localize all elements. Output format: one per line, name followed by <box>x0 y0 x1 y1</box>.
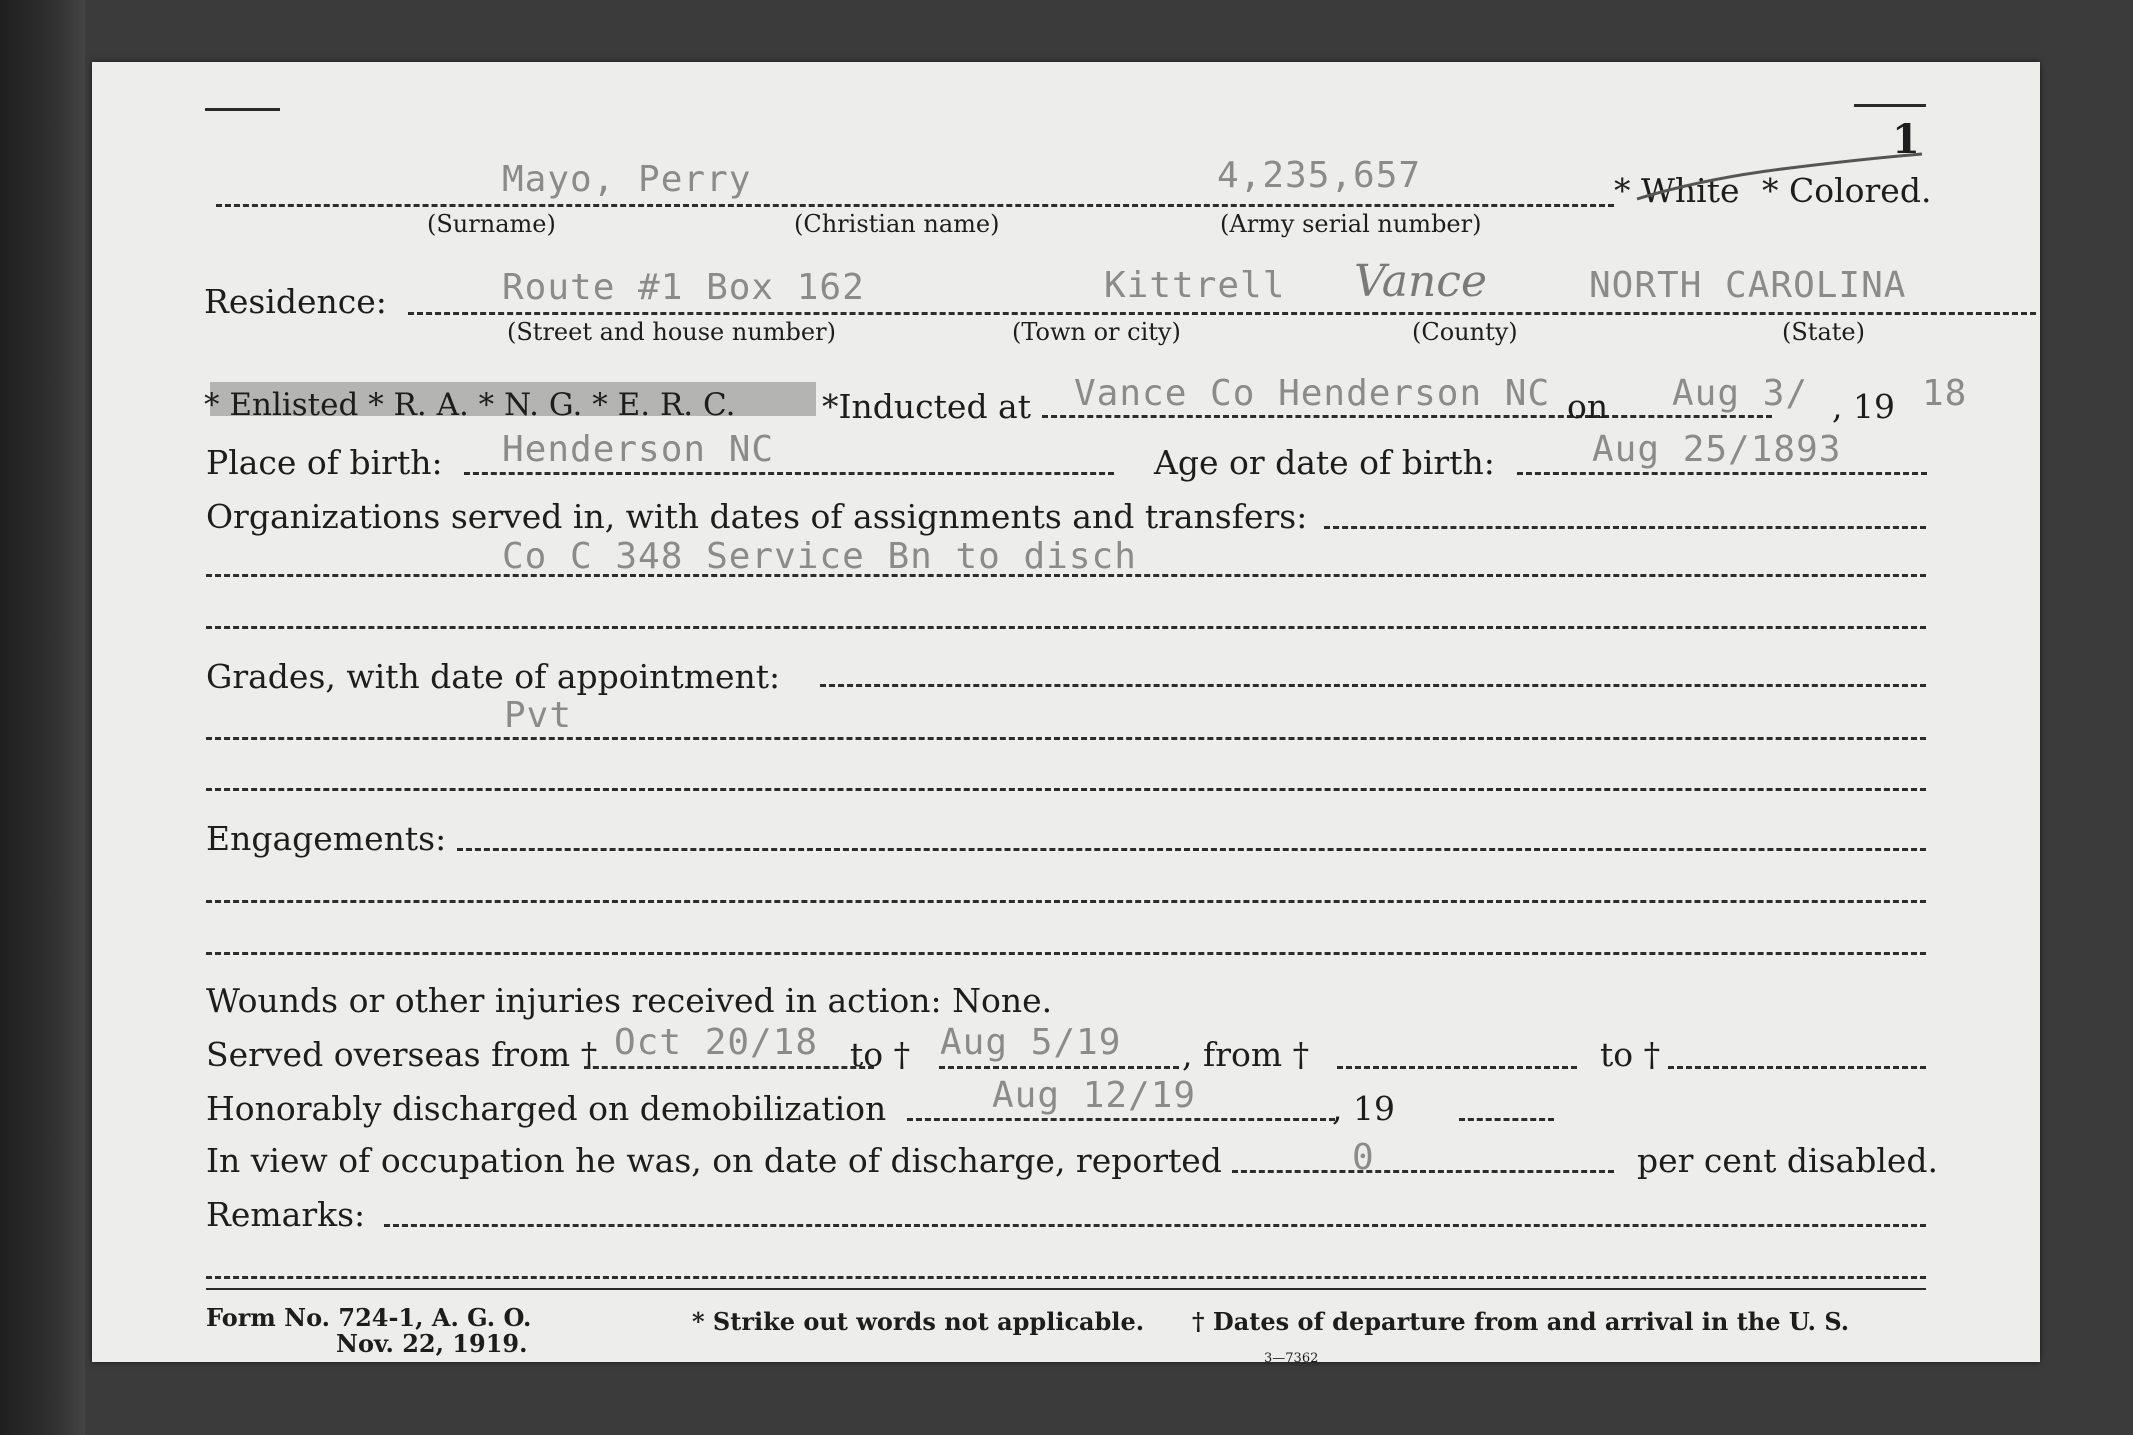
top-right-rule <box>1854 104 1926 107</box>
overseas-from2-underline <box>1337 1066 1577 1069</box>
state-value: NORTH CAROLINA <box>1589 265 1907 306</box>
service-record-card <box>92 62 2040 1366</box>
grades-value: Pvt <box>504 695 573 736</box>
inducted-underline <box>1042 415 1772 418</box>
age-value: Aug 25/1893 <box>1592 429 1842 470</box>
surname-label: (Surname) <box>427 210 556 238</box>
top-left-rule <box>205 108 280 111</box>
remarks-underline-2 <box>206 1276 1926 1279</box>
inducted-place-value: Vance Co Henderson NC <box>1074 373 1551 414</box>
discharge-year-label: , 19 <box>1332 1089 1395 1128</box>
footer-rule <box>206 1288 1926 1290</box>
disability-underline <box>1232 1170 1614 1173</box>
place-of-birth-value: Henderson NC <box>502 429 775 470</box>
engagements-label: Engagements: <box>206 819 447 858</box>
disability-suffix: per cent disabled. <box>1637 1141 1939 1180</box>
year-value: 18 <box>1922 373 1968 414</box>
serial-number-value: 4,235,657 <box>1217 155 1422 196</box>
engagements-underline-1 <box>457 848 1926 851</box>
overseas-to-value: Aug 5/19 <box>940 1022 1122 1063</box>
colored-label: * Colored. <box>1762 171 1932 210</box>
christian-name-label: (Christian name) <box>794 210 1000 238</box>
discharge-label: Honorably discharged on demobilization <box>206 1089 887 1128</box>
inducted-label: *Inducted at <box>822 387 1031 426</box>
print-code: 3—7362 <box>1264 1351 1319 1366</box>
form-number: Form No. 724-1, A. G. O. <box>206 1303 532 1332</box>
overseas-from2-label: , from † <box>1182 1035 1310 1074</box>
residence-underline <box>408 312 2036 315</box>
overseas-from-value: Oct 20/18 <box>614 1022 819 1063</box>
grades-label: Grades, with date of appointment: <box>206 657 781 696</box>
county-value: Vance <box>1354 256 1487 307</box>
strike-note: * Strike out words not applicable. <box>692 1307 1145 1336</box>
overseas-from-underline <box>584 1066 874 1069</box>
town-label: (Town or city) <box>1012 318 1181 346</box>
organizations-underline-1 <box>1324 526 1926 529</box>
form-date: Nov. 22, 1919. <box>336 1329 528 1358</box>
overseas-to-label: to † <box>850 1035 911 1074</box>
age-underline <box>1517 472 1927 475</box>
name-underline <box>216 204 1614 207</box>
county-label: (County) <box>1412 318 1518 346</box>
disability-label: In view of occupation he was, on date of discharge, reported <box>206 1141 1222 1180</box>
place-of-birth-underline <box>464 472 1114 475</box>
engagements-underline-2 <box>206 900 1926 903</box>
organizations-label: Organizations served in, with dates of assignments and transfers: <box>206 497 1308 536</box>
card-number: 1 <box>1892 116 1920 163</box>
overseas-to2-label: to † <box>1600 1035 1661 1074</box>
white-label: * White <box>1614 171 1740 210</box>
inducted-date-value: Aug 3/ <box>1672 373 1809 414</box>
enlisted-options: * Enlisted * R. A. * N. G. * E. R. C. <box>204 387 736 423</box>
on-label: on <box>1567 387 1609 426</box>
grades-underline-3 <box>206 788 1926 791</box>
scan-background <box>0 0 85 1435</box>
dagger-note: † Dates of departure from and arrival in the U. S. <box>1192 1307 1850 1336</box>
age-label: Age or date of birth: <box>1154 443 1495 482</box>
serial-label: (Army serial number) <box>1220 210 1482 238</box>
disability-value: 0 <box>1352 1137 1375 1178</box>
street-label: (Street and house number) <box>507 318 836 346</box>
discharge-underline <box>907 1118 1335 1121</box>
year-prefix: , 19 <box>1832 387 1895 426</box>
grades-underline-2 <box>206 737 1926 740</box>
street-value: Route #1 Box 162 <box>502 267 865 308</box>
overseas-from-label: Served overseas from † <box>206 1035 598 1074</box>
white-strike-mark <box>1632 144 1932 204</box>
name-value: Mayo, Perry <box>502 159 752 200</box>
discharge-date-value: Aug 12/19 <box>992 1075 1197 1116</box>
overseas-to-underline <box>939 1066 1179 1069</box>
wounds-text: Wounds or other injuries received in action: None. <box>206 981 1053 1020</box>
residence-label: Residence: <box>204 282 387 321</box>
place-of-birth-label: Place of birth: <box>206 443 443 482</box>
organizations-underline-3 <box>206 626 1926 629</box>
overseas-to2-underline <box>1668 1066 1926 1069</box>
town-value: Kittrell <box>1104 265 1286 306</box>
grades-underline-1 <box>820 684 1926 687</box>
remarks-underline-1 <box>384 1224 1926 1227</box>
discharge-year-underline <box>1459 1118 1554 1121</box>
state-label: (State) <box>1782 318 1865 346</box>
engagements-underline-3 <box>206 952 1926 955</box>
organizations-value: Co C 348 Service Bn to disch <box>502 536 1137 577</box>
remarks-label: Remarks: <box>206 1195 366 1234</box>
